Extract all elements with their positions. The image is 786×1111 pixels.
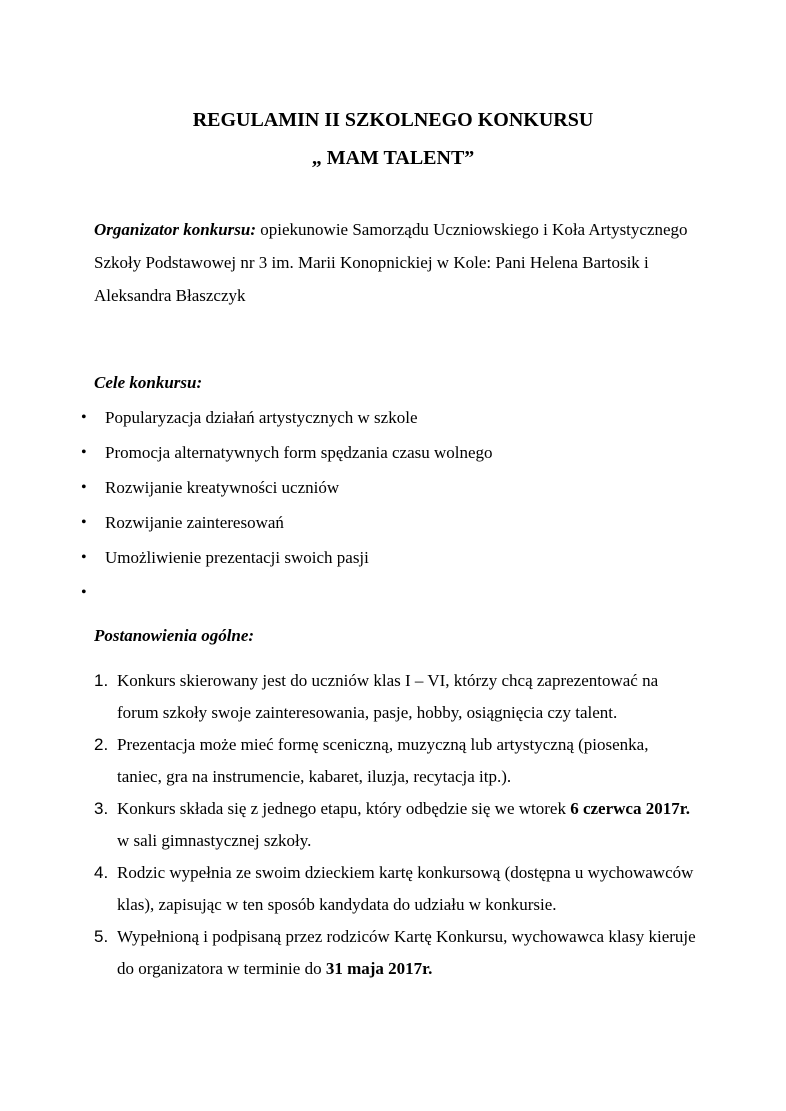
- provision-date: 6 czerwca 2017r.: [570, 799, 690, 818]
- bullet-icon: •: [81, 584, 87, 601]
- provision-text: [117, 921, 697, 985]
- organizer-text: opiekunowie Samorządu Uczniowskiego i Koła Artystycznego Szkoły Podstawowej nr 3 im. Marii Konopnickiej w Kole: Pani Helena Bartosik i Aleksandra Błaszczyk: [94, 220, 688, 305]
- provision-text: Rodzic wypełnia ze swoim dzieckiem kartę konkursową (dostępna u wychowawców klas), zapisując w ten sposób kandydata do udziału w konkursie.: [117, 863, 694, 914]
- list-item: [0, 921, 786, 985]
- bullet-icon: •: [81, 514, 87, 531]
- document-title: REGULAMIN II SZKOLNEGO KONKURSU: [192, 109, 594, 131]
- provision-deadline: 31 maja 2017r.: [325, 959, 433, 978]
- provision-text-part: Wypełnioną i podpisaną przez rodziców Kartę Konkursu, wychowawca klasy kieruje do organizatora w terminie do: [117, 927, 696, 978]
- list-item: [0, 505, 786, 540]
- list-item: [0, 400, 786, 435]
- bullet-icon: •: [81, 549, 87, 566]
- provision-text-part: Konkurs składa się z jednego etapu, który odbędzie się we wtorek: [117, 799, 571, 818]
- list-item: [0, 857, 786, 921]
- list-number: 4.: [94, 863, 109, 882]
- goal-item-text: Rozwijanie kreatywności uczniów: [105, 478, 340, 497]
- bullet-icon: •: [81, 479, 87, 496]
- bullet-icon: •: [81, 444, 87, 461]
- general-provisions-list: [0, 665, 786, 985]
- provision-text: Konkurs skierowany jest do uczniów klas I – VI, którzy chcą zaprezentować na forum szkoły swoje zainteresowania, pasje, hobby, osiągnięcia czy talent.: [117, 671, 659, 722]
- list-item: [0, 793, 786, 857]
- list-number: 1.: [94, 671, 109, 690]
- list-item: [0, 665, 786, 729]
- goal-item-text: Promocja alternatywnych form spędzania czasu wolnego: [105, 443, 493, 462]
- provision-text-part: w sali gimnastycznej szkoły.: [117, 831, 312, 850]
- list-item: [0, 435, 786, 470]
- goal-item-text: Umożliwienie prezentacji swoich pasji: [105, 548, 369, 567]
- provision-text: Prezentacja może mieć formę sceniczną, muzyczną lub artystyczną (piosenka, taniec, gra na instrumencie, kabaret, iluzja, recytacja itp.).: [117, 735, 649, 786]
- organizer-paragraph: [94, 213, 714, 312]
- organizer-label: Organizator konkursu:: [94, 220, 257, 239]
- document-subtitle: „ MAM TALENT”: [311, 147, 475, 169]
- list-item: [0, 575, 786, 610]
- bullet-icon: •: [81, 409, 87, 426]
- general-provisions-heading: Postanowienia ogólne:: [94, 626, 255, 645]
- list-number: 2.: [94, 735, 109, 754]
- goal-item-text: Popularyzacja działań artystycznych w szkole: [105, 408, 418, 427]
- list-item: [0, 540, 786, 575]
- list-item: [0, 729, 786, 793]
- goals-list: [0, 400, 786, 610]
- goal-item-text: Rozwijanie zainteresowań: [105, 513, 284, 532]
- list-item: [0, 470, 786, 505]
- list-number: 5.: [94, 927, 109, 946]
- provision-text: [117, 793, 697, 857]
- list-number: 3.: [94, 799, 109, 818]
- goals-heading: Cele konkursu:: [94, 373, 203, 392]
